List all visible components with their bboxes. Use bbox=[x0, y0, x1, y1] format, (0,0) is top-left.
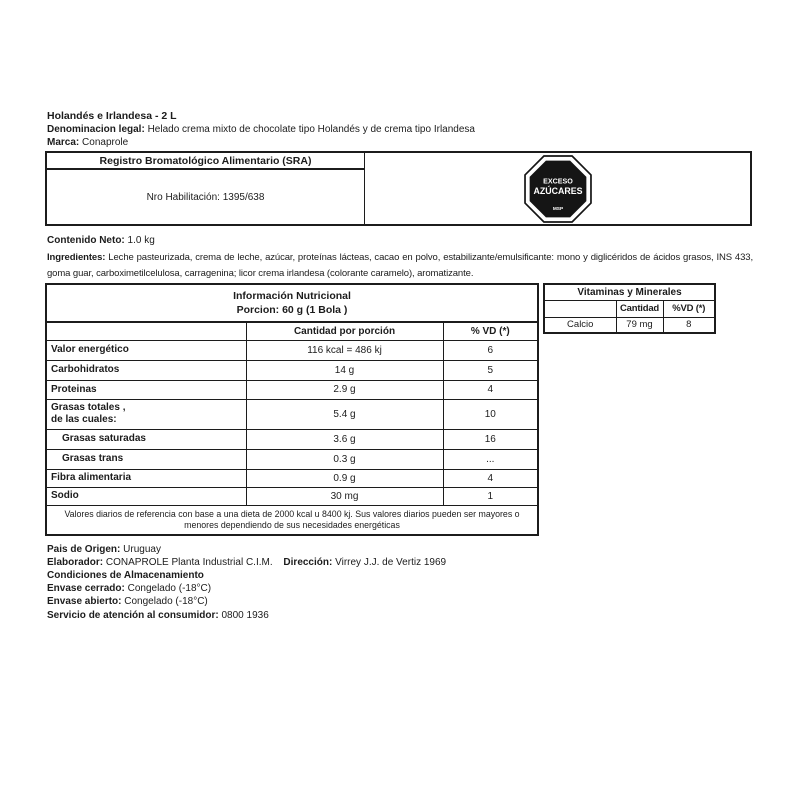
nutrition-header-row bbox=[46, 322, 538, 340]
customer-service-label: Servicio de atención al consumidor: bbox=[47, 610, 219, 621]
manufacturer-line bbox=[47, 556, 446, 569]
excess-sugar-seal-icon bbox=[524, 155, 592, 223]
nutrition-footnote-row bbox=[46, 505, 538, 535]
open-package-value: Congelado (-18°C) bbox=[124, 596, 208, 607]
legal-denomination-label: Denominacion legal: bbox=[47, 124, 145, 135]
net-content-value: 1.0 kg bbox=[127, 235, 155, 246]
legal-denomination-value: Helado crema mixto de chocolate tipo Holandés y de crema tipo Irlandesa bbox=[147, 124, 475, 135]
row-vd: 4 bbox=[443, 380, 538, 399]
vitamins-title-row bbox=[544, 284, 715, 300]
manufacturer-value: CONAPROLE Planta Industrial C.I.M. bbox=[105, 557, 273, 568]
vitamins-col-amount: Cantidad bbox=[616, 300, 663, 317]
table-row-trans-fat bbox=[46, 449, 538, 469]
table-row-carbs bbox=[46, 360, 538, 380]
row-amount: 30 mg bbox=[246, 487, 443, 505]
col-header-vd: % VD (*) bbox=[443, 322, 538, 340]
row-amount: 14 g bbox=[246, 360, 443, 380]
sra-registry-box bbox=[45, 151, 752, 226]
customer-service-line bbox=[47, 609, 446, 622]
customer-service-value: 0800 1936 bbox=[221, 610, 269, 621]
storage-conditions-heading bbox=[47, 569, 446, 582]
row-amount: 116 kcal = 486 kj bbox=[246, 340, 443, 360]
origin-value: Uruguay bbox=[123, 544, 161, 555]
storage-conditions-label: Condiciones de Almacenamiento bbox=[47, 570, 204, 581]
net-content-label: Contenido Neto: bbox=[47, 235, 125, 246]
row-label: Calcio bbox=[544, 317, 616, 333]
row-amount: 79 mg bbox=[616, 317, 663, 333]
row-vd: 5 bbox=[443, 360, 538, 380]
address-value: Virrey J.J. de Vertiz 1969 bbox=[335, 557, 447, 568]
nutrition-table bbox=[45, 283, 539, 536]
nutrition-portion: Porcion: 60 g (1 Bola ) bbox=[236, 304, 348, 316]
brand-label: Marca: bbox=[47, 137, 80, 148]
row-vd: ... bbox=[443, 449, 538, 469]
row-vd: 4 bbox=[443, 469, 538, 487]
product-title: Holandés e Irlandesa - 2 L bbox=[47, 110, 177, 122]
open-package-line bbox=[47, 595, 446, 608]
row-label-line2: de las cuales: bbox=[51, 414, 117, 425]
row-amount: 2.9 g bbox=[246, 380, 443, 399]
table-row-sodium bbox=[46, 487, 538, 505]
closed-package-line bbox=[47, 582, 446, 595]
vitamins-title: Vitaminas y Minerales bbox=[544, 284, 715, 300]
bottom-info-block bbox=[47, 543, 446, 622]
row-amount: 3.6 g bbox=[246, 429, 443, 449]
row-label: Valor energético bbox=[46, 340, 246, 360]
vitamins-header-row bbox=[544, 300, 715, 317]
row-label: Grasas trans bbox=[46, 449, 246, 469]
vitamins-table bbox=[543, 283, 716, 334]
table-row-total-fat bbox=[46, 399, 538, 429]
seal-line3: MSP bbox=[552, 206, 563, 212]
address-label: Dirección: bbox=[283, 557, 333, 568]
table-row-calcium bbox=[544, 317, 715, 333]
nutrition-footnote: Valores diarios de referencia con base a una dieta de 2000 kcal u 8400 kj. Sus valores diarios pueden ser mayores o menores dependiendo de sus necesidades energéticas bbox=[46, 505, 538, 535]
manufacturer-label: Elaborador: bbox=[47, 557, 104, 568]
row-label-line1: Grasas totales , bbox=[51, 402, 126, 413]
brand-value: Conaprole bbox=[82, 137, 129, 148]
row-vd: 1 bbox=[443, 487, 538, 505]
origin-label: Pais de Origen: bbox=[47, 544, 121, 555]
row-vd: 6 bbox=[443, 340, 538, 360]
sra-habilitacion: Nro Habilitación: 1395/638 bbox=[146, 191, 265, 203]
open-package-label: Envase abierto: bbox=[47, 596, 122, 607]
closed-package-label: Envase cerrado: bbox=[47, 583, 125, 594]
vitamins-col-vd: %VD (*) bbox=[663, 300, 715, 317]
sra-seal-cell bbox=[365, 153, 750, 224]
nutrition-title: Información Nutricional bbox=[233, 290, 351, 302]
net-content-line bbox=[47, 234, 155, 247]
row-label: Grasas saturadas bbox=[46, 429, 246, 449]
sra-header: Registro Bromatológico Alimentario (SRA) bbox=[47, 153, 364, 170]
nutrition-title-row bbox=[46, 284, 538, 322]
row-label: Sodio bbox=[46, 487, 246, 505]
row-amount: 0.3 g bbox=[246, 449, 443, 469]
row-amount: 5.4 g bbox=[246, 399, 443, 429]
row-amount: 0.9 g bbox=[246, 469, 443, 487]
row-label bbox=[46, 399, 246, 429]
row-label: Carbohidratos bbox=[46, 360, 246, 380]
table-row-fiber bbox=[46, 469, 538, 487]
row-label: Fibra alimentaria bbox=[46, 469, 246, 487]
table-row-energy bbox=[46, 340, 538, 360]
row-vd: 10 bbox=[443, 399, 538, 429]
brand-line bbox=[47, 136, 128, 149]
col-header-amount: Cantidad por porción bbox=[246, 322, 443, 340]
ingredients-paragraph bbox=[47, 250, 753, 282]
row-label: Proteinas bbox=[46, 380, 246, 399]
closed-package-value: Congelado (-18°C) bbox=[127, 583, 212, 594]
ingredients-label: Ingredientes: bbox=[47, 252, 106, 263]
legal-denomination-line bbox=[47, 123, 475, 136]
seal-line2: AZÚCARES bbox=[532, 185, 583, 196]
ingredients-value: Leche pasteurizada, crema de leche, azúcar, proteínas lácteas, cacao en polvo, estabilizante/emulsificante: mono y diglicéridos de ácidos grasos, INS 433, goma guar, carboximetilcelulosa, carragenina; licor crema irlandesa (colorante caramelo), aromatizante. bbox=[47, 252, 753, 279]
table-row-protein bbox=[46, 380, 538, 399]
row-vd: 16 bbox=[443, 429, 538, 449]
origin-line bbox=[47, 543, 446, 556]
sra-left-cell bbox=[47, 153, 365, 224]
seal-line1: EXCESO bbox=[542, 177, 573, 186]
row-vd: 8 bbox=[663, 317, 715, 333]
table-row-saturated-fat bbox=[46, 429, 538, 449]
